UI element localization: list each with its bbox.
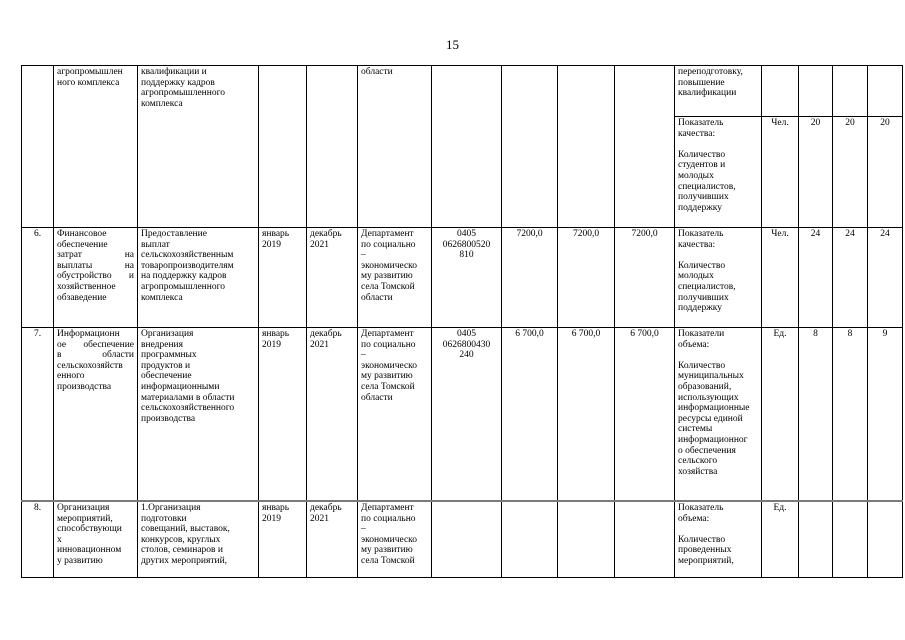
end-date-cell: декабрь 2021 bbox=[307, 501, 358, 578]
unit-cell: Чел. bbox=[762, 228, 799, 328]
table-row bbox=[22, 66, 903, 117]
table-row bbox=[22, 501, 903, 578]
activity-cell: квалификации и поддержку кадров агропромышленного комплекса bbox=[138, 66, 259, 228]
end-date-cell: декабрь 2021 bbox=[307, 228, 358, 328]
start-date-cell: январь 2019 bbox=[259, 328, 307, 502]
activity-cell: Предоставление выплат сельскохозяйственным товаропроизводителям на поддержку кадров агропромышленного комплекса bbox=[138, 228, 259, 328]
value-2019-cell: 8 bbox=[799, 328, 833, 502]
start-date-cell bbox=[259, 66, 307, 228]
funding-2021-cell: 6 700,0 bbox=[615, 328, 675, 502]
executor-cell: Департамент по социально – экономическо му развитию села Томской области bbox=[358, 228, 432, 328]
value-2020-cell: 24 bbox=[833, 228, 868, 328]
funding-2019-cell bbox=[502, 66, 558, 228]
start-date-cell: январь 2019 bbox=[259, 501, 307, 578]
unit-cell: Ед. bbox=[762, 328, 799, 502]
executor-cell: Департамент по социально – экономическо му развитию села Томской области bbox=[358, 328, 432, 502]
unit-cell: Ед. bbox=[762, 501, 799, 578]
kbk-cell bbox=[432, 501, 502, 578]
funding-2021-cell bbox=[615, 66, 675, 228]
end-date-cell bbox=[307, 66, 358, 228]
event-name-cell: Организация мероприятий, способствующи х инновационном у развитию bbox=[54, 501, 138, 578]
row-number-cell: 8. bbox=[22, 501, 54, 578]
funding-2021-cell bbox=[615, 501, 675, 578]
value-2021-cell: 24 bbox=[868, 228, 903, 328]
indicator-cell: переподготовку, повышение квалификации bbox=[675, 66, 762, 117]
value-2020-cell bbox=[833, 501, 868, 578]
row-number-cell bbox=[22, 66, 54, 228]
end-date-cell: декабрь 2021 bbox=[307, 328, 358, 502]
executor-cell: области bbox=[358, 66, 432, 228]
page-number: 15 bbox=[446, 37, 459, 52]
funding-2020-cell bbox=[558, 66, 615, 228]
indicator-cell: Показатели объема: Количество муниципальных образований, использующих информационные ресурсы единой системы информационног о обеспечения сельского хозяйства bbox=[675, 328, 762, 502]
value-2021-cell bbox=[868, 66, 903, 117]
event-name-cell: Информационн ое обеспечение в области сельскохозяйств енного производства bbox=[54, 328, 138, 502]
activity-cell: Организация внедрения программных продуктов и обеспечение информационными материалами в области сельскохозяйственного производства bbox=[138, 328, 259, 502]
start-date-cell: январь 2019 bbox=[259, 228, 307, 328]
indicator-cell: Показатель качества: Количество молодых специалистов, получивших поддержку bbox=[675, 228, 762, 328]
funding-2019-cell: 6 700,0 bbox=[502, 328, 558, 502]
value-2019-cell: 20 bbox=[799, 117, 833, 228]
value-2019-cell bbox=[799, 66, 833, 117]
value-2021-cell: 20 bbox=[868, 117, 903, 228]
activity-cell: 1.Организация подготовки совещаний, выставок, конкурсов, круглых столов, семинаров и других мероприятий, bbox=[138, 501, 259, 578]
value-2020-cell: 20 bbox=[833, 117, 868, 228]
value-2020-cell: 8 bbox=[833, 328, 868, 502]
kbk-cell bbox=[432, 66, 502, 228]
indicator-cell: Показатель объема: Количество проведенных мероприятий, bbox=[675, 501, 762, 578]
indicator-cell: Показатель качества: Количество студентов и молодых специалистов, получивших поддержку bbox=[675, 117, 762, 228]
value-2019-cell: 24 bbox=[799, 228, 833, 328]
kbk-cell: 0405 0626800430 240 bbox=[432, 328, 502, 502]
executor-cell: Департамент по социально – экономическо му развитию села Томской bbox=[358, 501, 432, 578]
event-name-cell: агропромышлен ного комплекса bbox=[54, 66, 138, 228]
event-name-cell: Финансовое обеспечение затрат на выплаты на обустройство и хозяйственное обзаведение bbox=[54, 228, 138, 328]
value-2019-cell bbox=[799, 501, 833, 578]
table-row bbox=[22, 328, 903, 502]
funding-2019-cell bbox=[502, 501, 558, 578]
funding-2020-cell bbox=[558, 501, 615, 578]
unit-cell: Чел. bbox=[762, 117, 799, 228]
funding-2020-cell: 6 700,0 bbox=[558, 328, 615, 502]
funding-2019-cell: 7200,0 bbox=[502, 228, 558, 328]
funding-2021-cell: 7200,0 bbox=[615, 228, 675, 328]
unit-cell bbox=[762, 66, 799, 117]
row-number-cell: 6. bbox=[22, 228, 54, 328]
table-row bbox=[22, 228, 903, 328]
value-2020-cell bbox=[833, 66, 868, 117]
value-2021-cell: 9 bbox=[868, 328, 903, 502]
program-table bbox=[21, 65, 903, 578]
row-number-cell: 7. bbox=[22, 328, 54, 502]
funding-2020-cell: 7200,0 bbox=[558, 228, 615, 328]
kbk-cell: 0405 0626800520 810 bbox=[432, 228, 502, 328]
value-2021-cell bbox=[868, 501, 903, 578]
